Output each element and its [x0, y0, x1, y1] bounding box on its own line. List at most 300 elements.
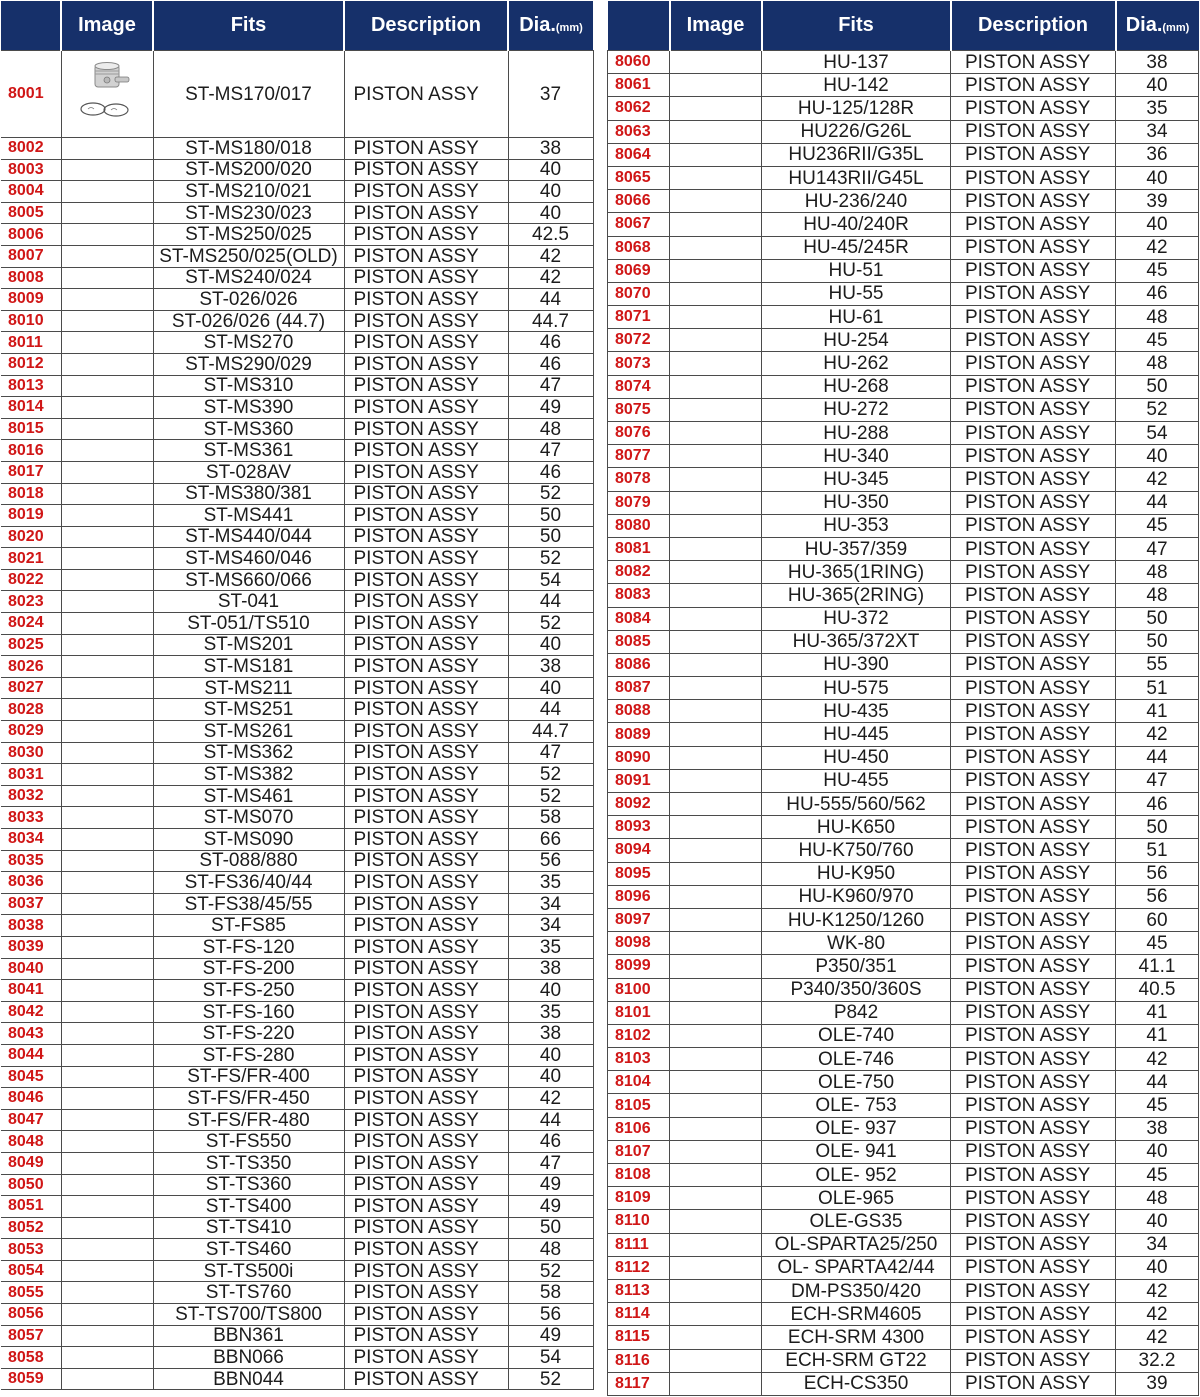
- table-row: [1, 1131, 593, 1153]
- fits-cell: P842: [762, 1001, 951, 1024]
- dia-cell: 44: [508, 1109, 593, 1131]
- description-cell: PISTON ASSY: [344, 224, 508, 246]
- dia-cell: 48: [1116, 561, 1199, 584]
- part-code: 8074: [608, 375, 670, 398]
- image-cell: [670, 1279, 762, 1302]
- image-cell: [61, 1023, 153, 1045]
- dia-cell: 46: [1116, 282, 1199, 305]
- dia-cell: 41.1: [1116, 955, 1199, 978]
- image-cell: [61, 1174, 153, 1196]
- fits-cell: ST-FS/FR-480: [153, 1109, 344, 1131]
- image-cell: [670, 1326, 762, 1349]
- dia-cell: 50: [508, 505, 593, 527]
- fits-cell: ST-MS181: [153, 656, 344, 678]
- description-cell: PISTON ASSY: [951, 51, 1116, 74]
- table-row: [1, 526, 593, 548]
- table-row: [608, 259, 1199, 282]
- description-cell: PISTON ASSY: [344, 353, 508, 375]
- image-cell: [670, 352, 762, 375]
- description-cell: PISTON ASSY: [951, 1256, 1116, 1279]
- parts-table-right-body: [608, 51, 1199, 1396]
- dia-cell: 46: [508, 332, 593, 354]
- fits-cell: ST-MS211: [153, 677, 344, 699]
- table-row: [1, 418, 593, 440]
- part-code: 8089: [608, 723, 670, 746]
- description-cell: PISTON ASSY: [951, 1233, 1116, 1256]
- image-cell: [670, 955, 762, 978]
- fits-cell: HU-55: [762, 282, 951, 305]
- dia-cell: 46: [508, 1131, 593, 1153]
- table-row: [608, 1117, 1199, 1140]
- description-cell: PISTON ASSY: [344, 677, 508, 699]
- fits-cell: HU-365(1RING): [762, 561, 951, 584]
- image-cell: [670, 746, 762, 769]
- description-cell: PISTON ASSY: [951, 908, 1116, 931]
- description-cell: PISTON ASSY: [344, 613, 508, 635]
- table-row: [1, 915, 593, 937]
- description-cell: PISTON ASSY: [344, 375, 508, 397]
- fits-cell: OLE- 753: [762, 1094, 951, 1117]
- part-code: 8037: [1, 893, 61, 915]
- part-code: 8027: [1, 677, 61, 699]
- table-row: [1, 461, 593, 483]
- description-cell: PISTON ASSY: [344, 1217, 508, 1239]
- part-code: 8005: [1, 202, 61, 224]
- fits-cell: HU-236/240: [762, 190, 951, 213]
- fits-cell: ST-FS-280: [153, 1044, 344, 1066]
- dia-cell: 42: [508, 245, 593, 267]
- table-row: [608, 769, 1199, 792]
- part-code: 8096: [608, 885, 670, 908]
- description-cell: PISTON ASSY: [344, 138, 508, 160]
- description-cell: PISTON ASSY: [344, 51, 508, 138]
- image-cell: [61, 613, 153, 635]
- description-cell: PISTON ASSY: [344, 850, 508, 872]
- fits-cell: HU-K960/970: [762, 885, 951, 908]
- table-row: [608, 352, 1199, 375]
- fits-cell: ST-MS090: [153, 829, 344, 851]
- part-code: 8075: [608, 398, 670, 421]
- part-code: 8035: [1, 850, 61, 872]
- part-code: 8071: [608, 306, 670, 329]
- dia-cell: 42: [1116, 468, 1199, 491]
- fits-cell: HU-445: [762, 723, 951, 746]
- description-cell: PISTON ASSY: [344, 483, 508, 505]
- fits-cell: ST-MS070: [153, 807, 344, 829]
- dia-cell: 40.5: [1116, 978, 1199, 1001]
- dia-cell: 42: [508, 1088, 593, 1110]
- description-cell: PISTON ASSY: [951, 1024, 1116, 1047]
- part-code: 8026: [1, 656, 61, 678]
- fits-cell: BBN044: [153, 1368, 344, 1390]
- image-cell: [670, 653, 762, 676]
- image-cell: [61, 1217, 153, 1239]
- dia-cell: 49: [508, 1174, 593, 1196]
- description-cell: PISTON ASSY: [344, 245, 508, 267]
- fits-cell: WK-80: [762, 932, 951, 955]
- fits-cell: ST-051/TS510: [153, 613, 344, 635]
- image-cell: [670, 236, 762, 259]
- image-cell: [61, 785, 153, 807]
- part-code: 8106: [608, 1117, 670, 1140]
- part-code: 8017: [1, 461, 61, 483]
- table-row: [608, 1094, 1199, 1117]
- part-code: 8050: [1, 1174, 61, 1196]
- part-code: 8048: [1, 1131, 61, 1153]
- dia-cell: 47: [508, 375, 593, 397]
- description-cell: PISTON ASSY: [344, 1109, 508, 1131]
- part-code: 8095: [608, 862, 670, 885]
- part-code: 8108: [608, 1164, 670, 1187]
- fits-cell: ST-MS210/021: [153, 181, 344, 203]
- fits-cell: ST-FS38/45/55: [153, 893, 344, 915]
- image-cell: [61, 1152, 153, 1174]
- part-code: 8059: [1, 1368, 61, 1390]
- part-code: 8101: [608, 1001, 670, 1024]
- part-code: 8111: [608, 1233, 670, 1256]
- fits-cell: ECH-SRM4605: [762, 1303, 951, 1326]
- fits-cell: HU-340: [762, 445, 951, 468]
- description-cell: PISTON ASSY: [951, 978, 1116, 1001]
- dia-cell: 60: [1116, 908, 1199, 931]
- table-row: [1, 764, 593, 786]
- part-code: 8112: [608, 1256, 670, 1279]
- fits-cell: HU-K1250/1260: [762, 908, 951, 931]
- dia-cell: 39: [1116, 190, 1199, 213]
- part-code: 8084: [608, 607, 670, 630]
- description-cell: PISTON ASSY: [951, 1164, 1116, 1187]
- fits-cell: ECH-CS350: [762, 1372, 951, 1395]
- dia-cell: 50: [1116, 375, 1199, 398]
- dia-cell: 44: [1116, 746, 1199, 769]
- part-code: 8098: [608, 932, 670, 955]
- table-row: [1, 721, 593, 743]
- fits-cell: ST-TS700/TS800: [153, 1304, 344, 1326]
- table-row: [1, 634, 593, 656]
- part-code: 8043: [1, 1023, 61, 1045]
- description-cell: PISTON ASSY: [344, 1066, 508, 1088]
- table-row: [1, 353, 593, 375]
- description-cell: PISTON ASSY: [951, 1001, 1116, 1024]
- description-cell: PISTON ASSY: [951, 1326, 1116, 1349]
- description-cell: PISTON ASSY: [344, 418, 508, 440]
- part-code: 8094: [608, 839, 670, 862]
- table-row: [1, 1325, 593, 1347]
- table-row: [1, 1368, 593, 1390]
- fits-cell: HU236RII/G35L: [762, 143, 951, 166]
- fits-cell: ST-MS200/020: [153, 159, 344, 181]
- part-code: 8042: [1, 1001, 61, 1023]
- part-code: 8003: [1, 159, 61, 181]
- fits-cell: OLE- 937: [762, 1117, 951, 1140]
- dia-cell: 50: [1116, 607, 1199, 630]
- fits-cell: HU226/G26L: [762, 120, 951, 143]
- dia-cell: 51: [1116, 839, 1199, 862]
- description-cell: PISTON ASSY: [344, 1044, 508, 1066]
- image-cell: [670, 1187, 762, 1210]
- table-row: [608, 607, 1199, 630]
- fits-cell: HU-142: [762, 74, 951, 97]
- fits-cell: HU-450: [762, 746, 951, 769]
- table-row: [1, 1066, 593, 1088]
- part-code: 8024: [1, 613, 61, 635]
- image-cell: [670, 978, 762, 1001]
- image-cell: [670, 816, 762, 839]
- image-cell: [670, 908, 762, 931]
- dia-cell: 50: [1116, 630, 1199, 653]
- part-code: 8054: [1, 1260, 61, 1282]
- fits-cell: ST-026/026 (44.7): [153, 310, 344, 332]
- table-row: [1, 245, 593, 267]
- part-code: 8072: [608, 329, 670, 352]
- table-row: [608, 120, 1199, 143]
- part-code: 8022: [1, 569, 61, 591]
- description-cell: PISTON ASSY: [344, 764, 508, 786]
- dia-cell: 44.7: [508, 721, 593, 743]
- table-row: [608, 885, 1199, 908]
- dia-cell: 52: [1116, 398, 1199, 421]
- image-cell: [670, 1210, 762, 1233]
- fits-cell: ST-026/026: [153, 289, 344, 311]
- image-cell: [61, 1131, 153, 1153]
- dia-cell: 42: [1116, 236, 1199, 259]
- table-row: [1, 829, 593, 851]
- image-cell: [670, 1233, 762, 1256]
- image-cell: [670, 1372, 762, 1395]
- dia-cell: 42: [508, 267, 593, 289]
- part-code: 8029: [1, 721, 61, 743]
- piston-assembly-icon: [76, 61, 138, 127]
- fits-cell: ST-TS500i: [153, 1260, 344, 1282]
- image-cell: [61, 1088, 153, 1110]
- description-cell: PISTON ASSY: [344, 1196, 508, 1218]
- image-cell: [670, 74, 762, 97]
- fits-cell: ST-MS170/017: [153, 51, 344, 138]
- fits-cell: ST-MS380/381: [153, 483, 344, 505]
- dia-cell: 38: [508, 138, 593, 160]
- part-code: 8105: [608, 1094, 670, 1117]
- table-row: [1, 677, 593, 699]
- description-cell: PISTON ASSY: [951, 885, 1116, 908]
- part-code: 8031: [1, 764, 61, 786]
- fits-cell: ST-FS-200: [153, 958, 344, 980]
- dia-cell: 51: [1116, 677, 1199, 700]
- description-header: Description: [344, 1, 508, 51]
- part-code: 8044: [1, 1044, 61, 1066]
- part-code: 8038: [1, 915, 61, 937]
- table-row: [608, 630, 1199, 653]
- dia-cell: 38: [508, 958, 593, 980]
- image-cell: [61, 807, 153, 829]
- dia-header-unit: (mm): [555, 22, 583, 34]
- table-row: [608, 537, 1199, 560]
- description-cell: PISTON ASSY: [951, 584, 1116, 607]
- description-cell: PISTON ASSY: [951, 514, 1116, 537]
- description-cell: PISTON ASSY: [344, 721, 508, 743]
- description-cell: PISTON ASSY: [344, 958, 508, 980]
- part-code: 8032: [1, 785, 61, 807]
- image-cell: [61, 1196, 153, 1218]
- fits-cell: HU-137: [762, 51, 951, 74]
- dia-cell: 40: [508, 181, 593, 203]
- dia-cell: 44.7: [508, 310, 593, 332]
- dia-cell: 42: [1116, 723, 1199, 746]
- dia-cell: 40: [508, 1066, 593, 1088]
- dia-cell: 47: [508, 440, 593, 462]
- dia-cell: 40: [1116, 74, 1199, 97]
- description-cell: PISTON ASSY: [951, 352, 1116, 375]
- part-code: 8028: [1, 699, 61, 721]
- description-cell: PISTON ASSY: [951, 306, 1116, 329]
- fits-cell: HU-365/372XT: [762, 630, 951, 653]
- part-code: 8113: [608, 1279, 670, 1302]
- table-row: [608, 746, 1199, 769]
- dia-cell: 42.5: [508, 224, 593, 246]
- fits-cell: HU-61: [762, 306, 951, 329]
- fits-cell: OLE- 941: [762, 1140, 951, 1163]
- dia-cell: 45: [1116, 1164, 1199, 1187]
- part-code: 8015: [1, 418, 61, 440]
- table-row: [608, 1326, 1199, 1349]
- description-cell: PISTON ASSY: [951, 213, 1116, 236]
- part-code: 8013: [1, 375, 61, 397]
- image-cell: [670, 329, 762, 352]
- table-row: [608, 74, 1199, 97]
- fits-cell: ST-MS310: [153, 375, 344, 397]
- image-cell: [670, 1048, 762, 1071]
- fits-cell: ST-MS250/025(OLD): [153, 245, 344, 267]
- table-row: [608, 561, 1199, 584]
- fits-cell: HU-390: [762, 653, 951, 676]
- fits-cell: ST-MS440/044: [153, 526, 344, 548]
- part-code: 8087: [608, 677, 670, 700]
- description-cell: PISTON ASSY: [951, 677, 1116, 700]
- image-cell: [61, 310, 153, 332]
- description-cell: PISTON ASSY: [344, 872, 508, 894]
- image-cell: [61, 872, 153, 894]
- dia-cell: 46: [508, 353, 593, 375]
- table-row: [1, 51, 593, 138]
- description-cell: PISTON ASSY: [344, 202, 508, 224]
- table-row: [1, 138, 593, 160]
- table-row: [1, 742, 593, 764]
- image-cell: [670, 537, 762, 560]
- part-code: 8007: [1, 245, 61, 267]
- table-row: [1, 569, 593, 591]
- description-cell: PISTON ASSY: [344, 1023, 508, 1045]
- description-cell: PISTON ASSY: [951, 537, 1116, 560]
- image-cell: [670, 445, 762, 468]
- fits-cell: HU-555/560/562: [762, 793, 951, 816]
- description-cell: PISTON ASSY: [344, 1152, 508, 1174]
- part-code: 8079: [608, 491, 670, 514]
- table-row: [1, 1217, 593, 1239]
- fits-cell: OL-SPARTA25/250: [762, 1233, 951, 1256]
- fits-cell: ST-TS460: [153, 1239, 344, 1261]
- dia-cell: 50: [508, 526, 593, 548]
- dia-cell: 38: [1116, 1117, 1199, 1140]
- description-cell: PISTON ASSY: [344, 1260, 508, 1282]
- description-cell: PISTON ASSY: [344, 893, 508, 915]
- part-code: 8100: [608, 978, 670, 1001]
- fits-cell: P340/350/360S: [762, 978, 951, 1001]
- dia-cell: 47: [1116, 537, 1199, 560]
- description-cell: PISTON ASSY: [344, 807, 508, 829]
- table-row: [1, 224, 593, 246]
- table-row: [1, 591, 593, 613]
- part-code: 8046: [1, 1088, 61, 1110]
- description-cell: PISTON ASSY: [344, 548, 508, 570]
- table-row: [608, 398, 1199, 421]
- image-cell: [61, 980, 153, 1002]
- part-code: 8081: [608, 537, 670, 560]
- description-cell: PISTON ASSY: [344, 742, 508, 764]
- dia-cell: 56: [1116, 862, 1199, 885]
- part-code: 8091: [608, 769, 670, 792]
- dia-cell: 52: [508, 1260, 593, 1282]
- part-code: 8039: [1, 936, 61, 958]
- table-row: [608, 723, 1199, 746]
- image-cell: [670, 1094, 762, 1117]
- fits-cell: ST-MS382: [153, 764, 344, 786]
- dia-cell: 36: [1116, 143, 1199, 166]
- image-cell: [61, 548, 153, 570]
- part-code: 8051: [1, 1196, 61, 1218]
- dia-cell: 50: [1116, 816, 1199, 839]
- table-row: [1, 850, 593, 872]
- image-cell: [61, 51, 153, 138]
- part-code: 8018: [1, 483, 61, 505]
- description-cell: PISTON ASSY: [344, 1131, 508, 1153]
- dia-cell: 35: [1116, 97, 1199, 120]
- part-code: 8065: [608, 166, 670, 189]
- dia-cell: 54: [508, 1347, 593, 1369]
- fits-cell: HU-268: [762, 375, 951, 398]
- description-cell: PISTON ASSY: [951, 653, 1116, 676]
- image-cell: [670, 51, 762, 74]
- table-row: [1, 1239, 593, 1261]
- fits-cell: ST-MS362: [153, 742, 344, 764]
- fits-cell: ST-MS201: [153, 634, 344, 656]
- fits-cell: ST-FS-120: [153, 936, 344, 958]
- part-code: 8116: [608, 1349, 670, 1372]
- dia-cell: 38: [508, 656, 593, 678]
- fits-cell: ST-MS230/023: [153, 202, 344, 224]
- dia-cell: 66: [508, 829, 593, 851]
- description-cell: PISTON ASSY: [344, 591, 508, 613]
- image-cell: [670, 422, 762, 445]
- dia-header-label: Dia.: [1125, 14, 1163, 36]
- image-header: Image: [61, 1, 153, 51]
- part-code: 8002: [1, 138, 61, 160]
- table-row: [608, 190, 1199, 213]
- dia-cell: 44: [1116, 491, 1199, 514]
- fits-cell: HU-K750/760: [762, 839, 951, 862]
- dia-cell: 44: [1116, 1071, 1199, 1094]
- image-cell: [61, 202, 153, 224]
- description-cell: PISTON ASSY: [951, 491, 1116, 514]
- fits-cell: HU-435: [762, 700, 951, 723]
- dia-cell: 52: [508, 785, 593, 807]
- dia-cell: 48: [1116, 584, 1199, 607]
- description-cell: PISTON ASSY: [951, 74, 1116, 97]
- part-code: 8067: [608, 213, 670, 236]
- image-cell: [61, 1368, 153, 1390]
- part-code: 8014: [1, 397, 61, 419]
- fits-cell: DM-PS350/420: [762, 1279, 951, 1302]
- description-cell: PISTON ASSY: [344, 159, 508, 181]
- description-cell: PISTON ASSY: [951, 329, 1116, 352]
